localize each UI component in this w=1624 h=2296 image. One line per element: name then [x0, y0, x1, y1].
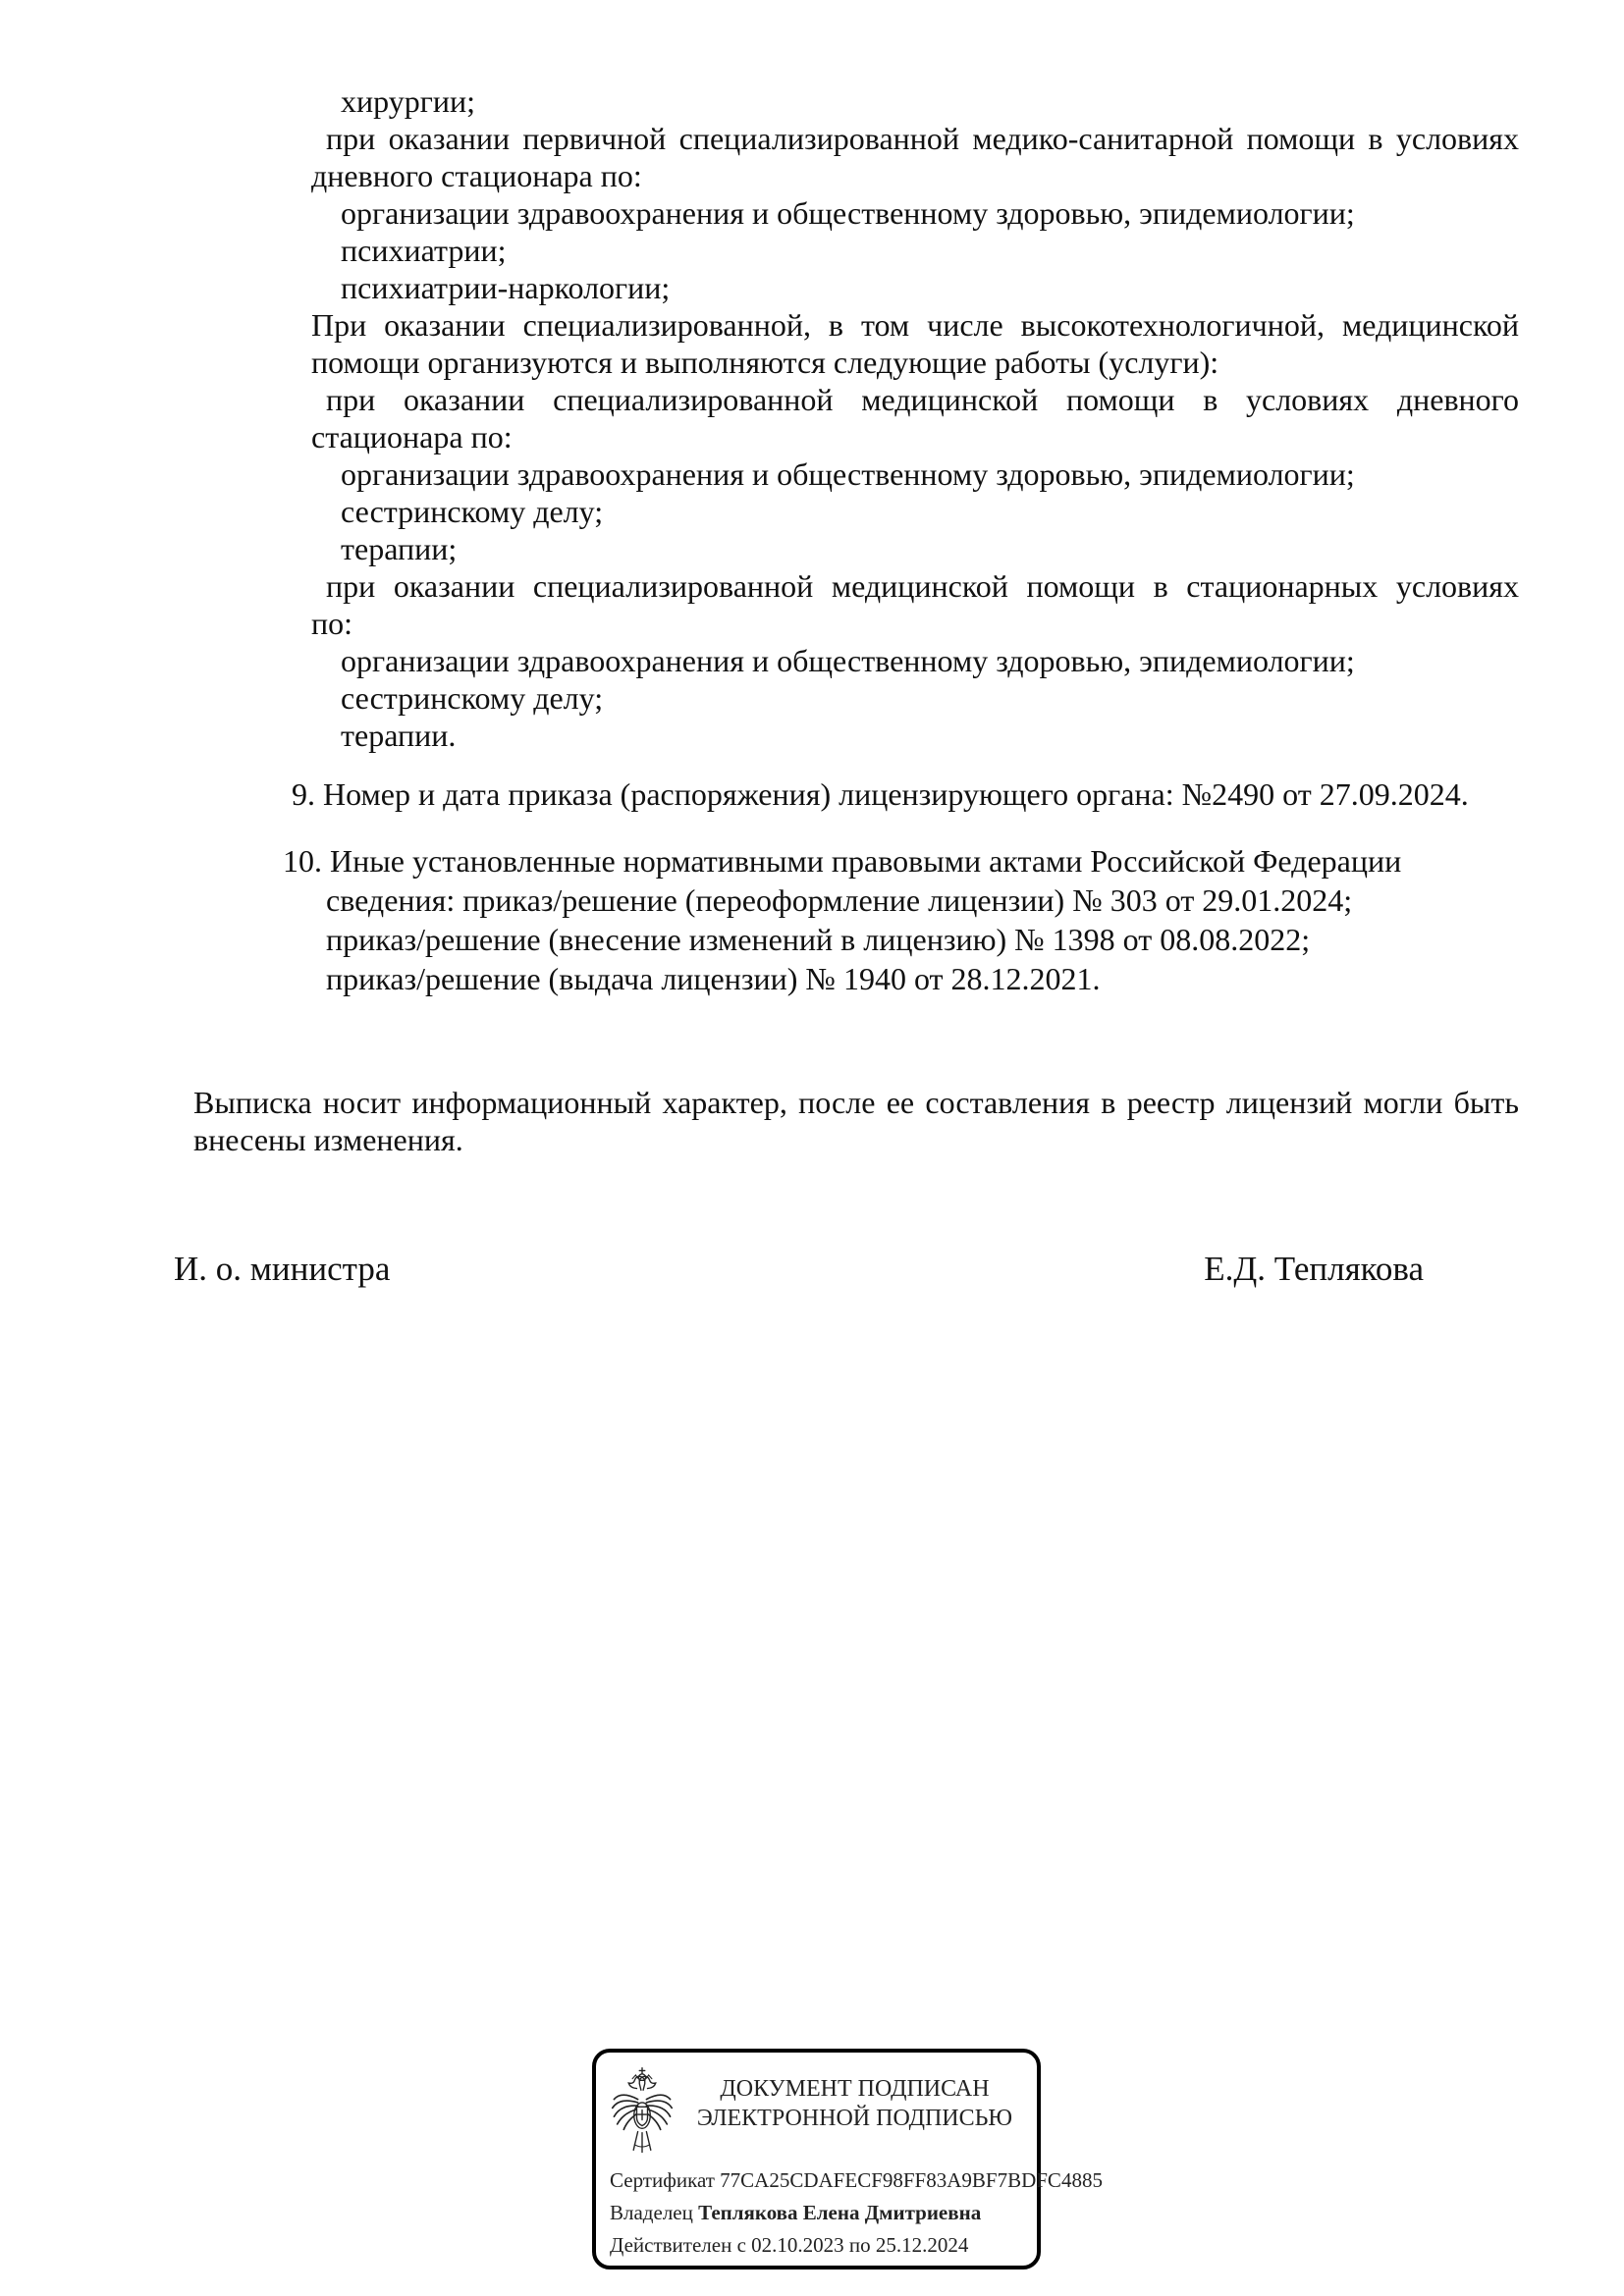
stamp-title-line: ЭЛЕКТРОННОЙ ПОДПИСЬЮ	[696, 2106, 1013, 2131]
body-line: организации здравоохранения и общественному здоровью, эпидемиологии;	[341, 456, 1355, 492]
body-line: при оказании специализированной медицинской помощи в условиях дневного	[326, 382, 1519, 417]
signature-row	[174, 1249, 1424, 1290]
body-line: организации здравоохранения и общественному здоровью, эпидемиологии;	[341, 195, 1355, 231]
validity-line	[610, 2233, 1029, 2257]
extract-note	[193, 1084, 1519, 1158]
body-line: по:	[311, 606, 353, 641]
body-line: психиатрии-наркологии;	[341, 270, 671, 305]
certificate-line	[610, 2168, 1103, 2192]
section-10-line: 10. Иные установленные нормативными правовыми актами Российской Федерации	[283, 843, 1402, 879]
signer-name: Е.Д. Теплякова	[1204, 1250, 1424, 1288]
section-10-other-info	[283, 841, 1519, 998]
license-works-section	[311, 82, 1519, 754]
body-line: при оказании первичной специализированной медико-санитарной помощи в условиях	[326, 121, 1519, 156]
body-line: при оказании специализированной медицинской помощи в стационарных условиях	[326, 568, 1519, 604]
body-line: психиатрии;	[341, 233, 507, 268]
stamp-title-line: ДОКУМЕНТ ПОДПИСАН	[720, 2076, 990, 2102]
body-line: терапии.	[341, 718, 457, 753]
owner-value: Теплякова Елена Дмитриевна	[698, 2201, 982, 2224]
body-line: стационара по:	[311, 419, 513, 454]
section-10-line: приказ/решение (внесение изменений в лицензию) № 1398 от 08.08.2022;	[326, 922, 1311, 957]
body-line: организации здравоохранения и общественному здоровью, эпидемиологии;	[341, 643, 1355, 678]
section-10-line: сведения: приказ/решение (переоформление лицензии) № 303 от 29.01.2024;	[326, 882, 1353, 918]
owner-line	[610, 2201, 1029, 2224]
note-line: Выписка носит информационный характер, после ее составления в реестр лицензий могли быть	[193, 1085, 1519, 1120]
owner-label: Владелец	[610, 2201, 693, 2224]
certificate-value: 77CA25CDAFECF98FF83A9BF7BDFC4885	[720, 2168, 1103, 2192]
body-line: хирургии;	[341, 83, 475, 119]
roszdravnadzor-eagle-icon	[610, 2064, 675, 2164]
stamp-title	[680, 2074, 1029, 2133]
body-line: помощи организуются и выполняются следующие работы (услуги):	[311, 345, 1219, 380]
section-9-order-info	[292, 775, 1519, 813]
electronic-signature-stamp	[592, 2049, 1103, 2269]
body-line: При оказании специализированной, в том числе высокотехнологичной, медицинской	[311, 307, 1519, 343]
body-line: терапии;	[341, 531, 458, 566]
body-line: сестринскому делу;	[341, 680, 604, 716]
section-9-text: 9. Номер и дата приказа (распоряжения) лицензирующего органа: №2490 от 27.09.2024.	[292, 776, 1469, 812]
validity-text: Действителен с 02.10.2023 по 25.12.2024	[610, 2233, 969, 2257]
certificate-label: Сертификат	[610, 2168, 715, 2192]
section-10-line: приказ/решение (выдача лицензии) № 1940 от 28.12.2021.	[326, 961, 1101, 996]
body-line: сестринскому делу;	[341, 494, 604, 529]
signer-position: И. о. министра	[174, 1250, 391, 1288]
note-line: внесены изменения.	[193, 1122, 463, 1157]
body-line: дневного стационара по:	[311, 158, 642, 193]
